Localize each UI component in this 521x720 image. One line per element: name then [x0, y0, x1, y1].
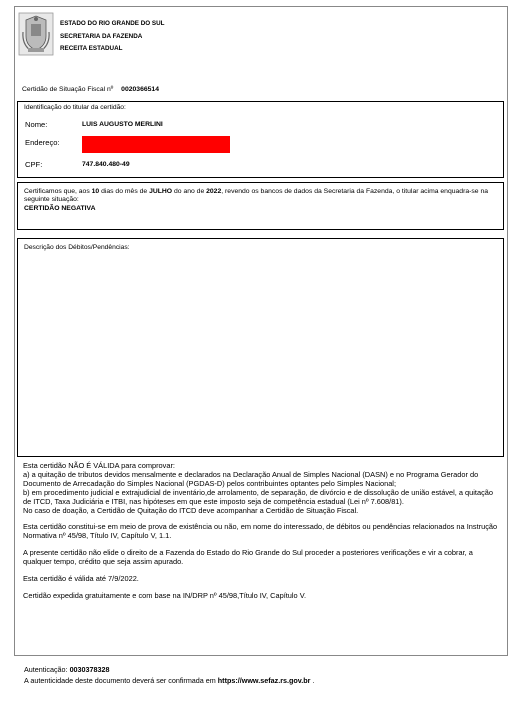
statement-year: 2022 [206, 188, 222, 195]
legal-rights: A presente certidão não elide o direito de a Fazenda do Estado do Rio Grande do Sul proceder a posteriores verificações e vir a cobrar, a qualquer tempo, crédito que seja assim apurado. [23, 548, 473, 567]
legal-donation: No caso de doação, a Certidão de Quitação do ITCD deve acompanhar a Certidão de Situação Fiscal. [23, 505, 359, 515]
certificate-number-line [22, 86, 159, 93]
address-redaction [82, 136, 230, 153]
cpf-value: 747.840.480-49 [82, 161, 130, 168]
holder-box [17, 101, 504, 178]
statement-part: dias do mês de [99, 188, 150, 195]
debts-title: Descrição dos Débitos/Pendências: [24, 244, 130, 251]
legal-notes [23, 462, 501, 601]
header-state: ESTADO DO RIO GRANDE DO SUL [60, 20, 165, 27]
legal-intro: Esta certidão NÃO É VÁLIDA para comprovar: [23, 461, 175, 470]
legal-basis: Certidão expedida gratuitamente e com base na IN/DRP nº 45/98,Título IV, Capítulo V. [23, 590, 307, 600]
legal-item-b: b) em procedimento judicial e extrajudicial de inventário,de arrolamento, de separação, de divórcio e de dissolução de união estável, a quitação de ITCD, Taxa Judiciária e ITBI, nas hipóteses em que este imposto seja de competência estadual (Lei nº 7.608/81). [23, 487, 493, 506]
legal-item-a: a) a quitação de tributos devidos mensalmente e declarados na Declaração Anual de Simples Nacional (DASN) e no Programa Gerador do Documento de Arrecadação do Simples Nacional (PGDAS-D) pelos contribuintes optantes pelo Simples Nacional; [23, 469, 479, 488]
footer [24, 664, 314, 686]
verification-text: A autenticidade deste documento deverá ser confirmada em [24, 676, 218, 685]
debts-box [17, 238, 504, 457]
verification-url[interactable]: https://www.sefaz.rs.gov.br [217, 676, 311, 685]
certificate-status: CERTIDÃO NEGATIVA [24, 204, 96, 212]
authentication-code: 0030378328 [69, 665, 110, 674]
coat-of-arms-icon [18, 12, 54, 56]
issuer-header [60, 18, 165, 56]
statement-day: 10 [91, 188, 100, 195]
legal-proof: Esta certidão constitui-se em meio de prova de existência ou não, em nome do interessado, de débitos ou pendências relacionados na Instrução Normativa nº 45/98, Título IV, Capítulo V, 1.1. [23, 522, 498, 541]
certificate-number: 0020366514 [121, 86, 159, 93]
statement-part: , revendo os bancos de dados da Secretaria da Fazenda, o titular acima enquadra-se na seguinte situação: [24, 188, 489, 204]
certificate-number-label: Certidão de Situação Fiscal nº [22, 86, 114, 93]
statement-month: JULHO [149, 188, 173, 195]
authentication-label: Autenticação: [24, 665, 68, 674]
authentication-line [24, 664, 314, 675]
statement-part: Certificamos que, aos [24, 188, 92, 195]
header-revenue: RECEITA ESTADUAL [60, 45, 123, 52]
statement-part: do ano de [172, 188, 207, 195]
statement-text [24, 188, 499, 213]
statement-box [17, 182, 504, 230]
verification-line [24, 675, 314, 686]
legal-validity: Esta certidão é válida até 7/9/2022. [23, 574, 139, 584]
name-value: LUIS AUGUSTO MERLINI [82, 121, 163, 128]
name-label: Nome: [25, 120, 48, 129]
holder-title: Identificação do titular da certidão: [24, 104, 126, 111]
address-label: Endereço: [25, 138, 60, 147]
header-secretariat: SECRETARIA DA FAZENDA [60, 32, 143, 40]
verification-end: . [310, 676, 315, 685]
cpf-label: CPF: [25, 160, 43, 169]
